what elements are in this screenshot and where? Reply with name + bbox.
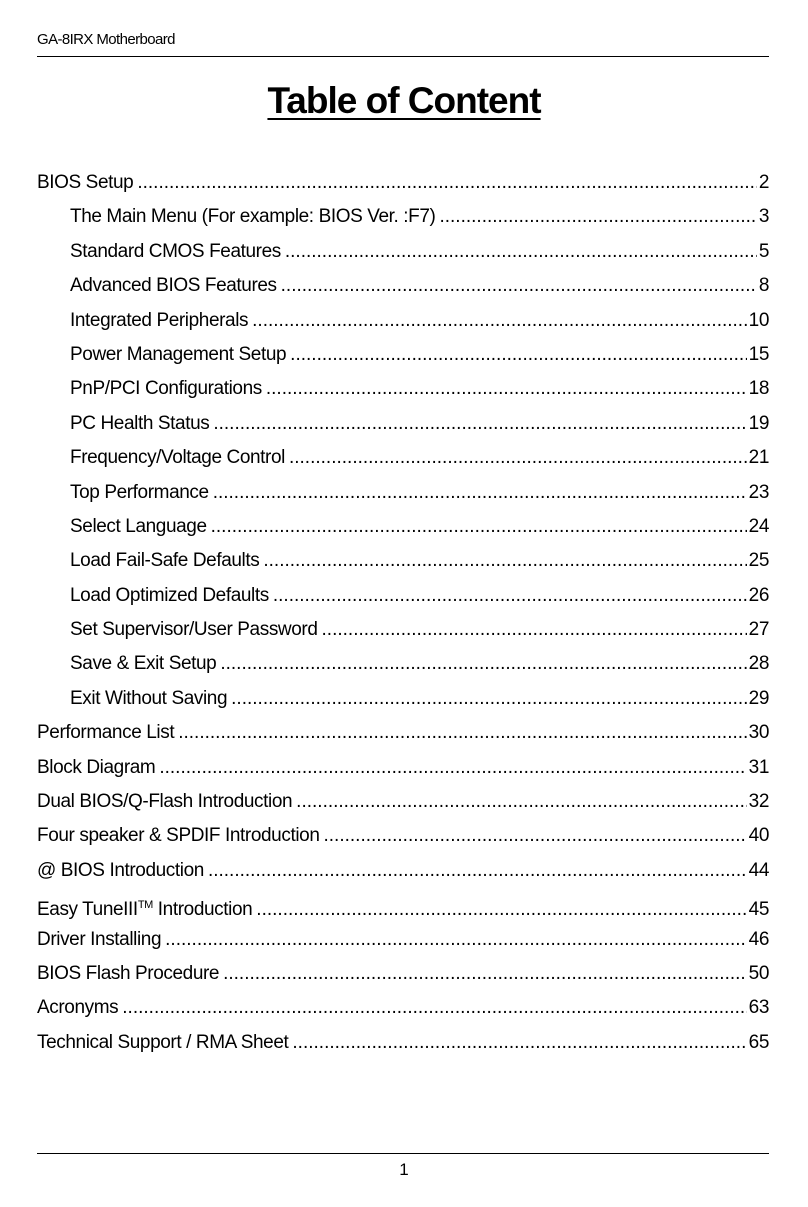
toc-entry-label <box>70 235 281 269</box>
toc-entry-title: BIOS Flash Procedure <box>37 962 220 984</box>
page-title-text: Table of Content <box>267 80 541 121</box>
toc-entry-label <box>70 441 285 475</box>
toc-entry-label <box>70 647 216 681</box>
toc-entry-title: PnP/PCI Configurations <box>70 378 262 400</box>
toc-entry-title: @ BIOS Introduction <box>37 859 204 881</box>
footer-divider <box>37 1153 769 1154</box>
trademark-mark: TM <box>137 899 153 912</box>
toc-entry-page: 29 <box>748 687 769 709</box>
header-divider <box>37 56 769 57</box>
toc-entry-page: 46 <box>748 928 769 950</box>
toc-entry[interactable] <box>37 923 769 957</box>
toc-entry-page: 50 <box>748 962 769 984</box>
toc-entry-page: 32 <box>748 791 769 813</box>
toc-entry-title: Standard CMOS Features <box>70 240 281 262</box>
toc-entry-page: 3 <box>758 206 769 228</box>
toc-entry-page: 25 <box>748 550 769 572</box>
toc-entry-label <box>70 682 227 716</box>
toc-entry-title: Advanced BIOS Features <box>70 275 277 297</box>
toc-entry[interactable] <box>37 957 769 991</box>
toc-entry-page: 23 <box>748 481 769 503</box>
toc-entry-title: The Main Menu (For example: BIOS Ver. :F7) <box>70 206 436 228</box>
dot-leader <box>439 200 756 234</box>
toc-entry-label <box>37 854 204 888</box>
dot-leader <box>213 476 747 510</box>
toc-entry-title: Dual BIOS/Q-Flash Introduction <box>37 791 293 813</box>
toc-entry-page: 5 <box>758 240 769 262</box>
toc-entry-title: Easy TuneIII <box>37 899 138 921</box>
dot-leader <box>213 407 746 441</box>
toc-entry-page: 44 <box>748 859 769 881</box>
toc-entry-label <box>70 407 209 441</box>
toc-entry-title: Technical Support / RMA Sheet <box>37 1031 289 1053</box>
toc-entry[interactable] <box>37 682 769 716</box>
dot-leader <box>178 716 746 750</box>
toc-entry-page: 24 <box>748 515 769 537</box>
toc-entry-label <box>70 476 209 510</box>
toc-entry[interactable] <box>37 441 769 475</box>
toc-entry-label <box>70 338 286 372</box>
toc-entry[interactable] <box>37 579 769 613</box>
toc-entry-title: Driver Installing <box>37 928 162 950</box>
toc-entry[interactable] <box>37 269 769 303</box>
toc-entry-label <box>70 200 435 234</box>
toc-entry-page: 10 <box>748 309 769 331</box>
dot-leader <box>290 338 746 372</box>
dot-leader <box>285 235 757 269</box>
toc-entry-page: 30 <box>748 722 769 744</box>
dot-leader <box>220 647 746 681</box>
toc-entry[interactable] <box>37 235 769 269</box>
toc-entry-title: Set Supervisor/User Password <box>70 619 318 641</box>
toc-entry-page: 27 <box>748 619 769 641</box>
toc-entry[interactable] <box>37 372 769 406</box>
toc-entry-label <box>37 957 219 991</box>
toc-entry-page: 18 <box>748 378 769 400</box>
toc-entry[interactable] <box>37 304 769 338</box>
toc-entry-label <box>70 510 207 544</box>
toc-entry[interactable] <box>37 647 769 681</box>
toc-entry-label <box>70 304 248 338</box>
toc-entry-title-suffix: Introduction <box>152 899 253 921</box>
dot-leader <box>252 304 747 338</box>
toc-entry-label <box>37 716 174 750</box>
dot-leader <box>211 510 747 544</box>
toc-entry-page: 19 <box>748 412 769 434</box>
toc-entry-page: 65 <box>748 1031 769 1053</box>
dot-leader <box>208 854 747 888</box>
dot-leader <box>137 166 756 200</box>
toc-entry[interactable] <box>37 991 769 1025</box>
dot-leader <box>273 579 747 613</box>
toc-entry-title: Load Optimized Defaults <box>70 584 269 606</box>
toc-entry-label <box>37 819 320 853</box>
toc-entry-title: Acronyms <box>37 997 119 1019</box>
toc-entry-title: Four speaker & SPDIF Introduction <box>37 825 320 847</box>
toc-entry-label <box>37 923 161 957</box>
toc-entry-label <box>37 991 118 1025</box>
toc-entry[interactable] <box>37 1026 769 1060</box>
toc-entry-label <box>37 751 155 785</box>
toc-entry-page: 40 <box>748 825 769 847</box>
toc-entry[interactable] <box>37 819 769 853</box>
dot-leader <box>266 372 747 406</box>
toc-entry-title: PC Health Status <box>70 412 210 434</box>
toc-entry-page: 2 <box>758 172 769 193</box>
toc-entry[interactable] <box>37 785 769 819</box>
toc-entry[interactable] <box>37 854 769 888</box>
toc-entry-page: 31 <box>748 756 769 778</box>
toc-entry[interactable] <box>37 338 769 372</box>
toc-entry-label <box>37 166 133 200</box>
toc-entry-title: Power Management Setup <box>70 343 287 365</box>
toc-entry-label <box>70 544 259 578</box>
dot-leader <box>289 441 747 475</box>
toc-entry-page: 45 <box>748 899 769 921</box>
toc-entry-page: 26 <box>748 584 769 606</box>
toc-entry-title: Integrated Peripherals <box>70 309 249 331</box>
toc-entry-title: Save & Exit Setup <box>70 653 217 675</box>
toc-entry[interactable] <box>37 888 769 922</box>
toc-entry-title: Frequency/Voltage Control <box>70 447 285 469</box>
dot-leader <box>281 269 757 303</box>
toc-entry-page: 15 <box>748 343 769 365</box>
toc-entry[interactable] <box>37 544 769 578</box>
toc-entry[interactable] <box>37 200 769 234</box>
toc-entry-label <box>37 1026 288 1060</box>
toc-entry-page: 21 <box>748 447 769 469</box>
dot-leader <box>122 991 746 1025</box>
toc-entry[interactable] <box>37 510 769 544</box>
toc-entry-title: Load Fail-Safe Defaults <box>70 550 260 572</box>
toc-entry-label <box>70 269 277 303</box>
dot-leader <box>292 1026 746 1060</box>
toc-entry-title: Exit Without Saving <box>70 687 228 709</box>
dot-leader <box>263 544 746 578</box>
page-title <box>0 80 808 122</box>
toc-entry[interactable] <box>37 476 769 510</box>
toc-entry-page: 8 <box>758 275 769 297</box>
toc-entry-title: Block Diagram <box>37 756 156 778</box>
dot-leader <box>296 785 746 819</box>
toc-entry-page: 28 <box>748 653 769 675</box>
table-of-contents <box>37 166 769 1060</box>
toc-entry-title: Performance List <box>37 722 175 744</box>
toc-entry[interactable] <box>37 751 769 785</box>
toc-entry-title: Select Language <box>70 515 207 537</box>
toc-entry-label <box>70 372 262 406</box>
toc-entry-label <box>70 613 318 647</box>
page-number: 1 <box>399 1160 409 1179</box>
dot-leader <box>159 751 746 785</box>
dot-leader <box>223 957 747 991</box>
running-header: GA-8IRX Motherboard <box>37 31 175 48</box>
toc-entry-title: Top Performance <box>70 481 209 503</box>
dot-leader <box>322 613 747 647</box>
toc-entry-title: BIOS Setup <box>37 172 134 193</box>
toc-entry[interactable] <box>37 407 769 441</box>
dot-leader <box>165 923 747 957</box>
toc-entry-page: 63 <box>748 997 769 1019</box>
toc-entry-label <box>70 579 269 613</box>
toc-entry-label <box>37 785 292 819</box>
toc-entry[interactable] <box>37 613 769 647</box>
dot-leader <box>324 819 747 853</box>
dot-leader <box>231 682 747 716</box>
toc-entry[interactable] <box>37 716 769 750</box>
toc-entry[interactable] <box>37 166 769 200</box>
